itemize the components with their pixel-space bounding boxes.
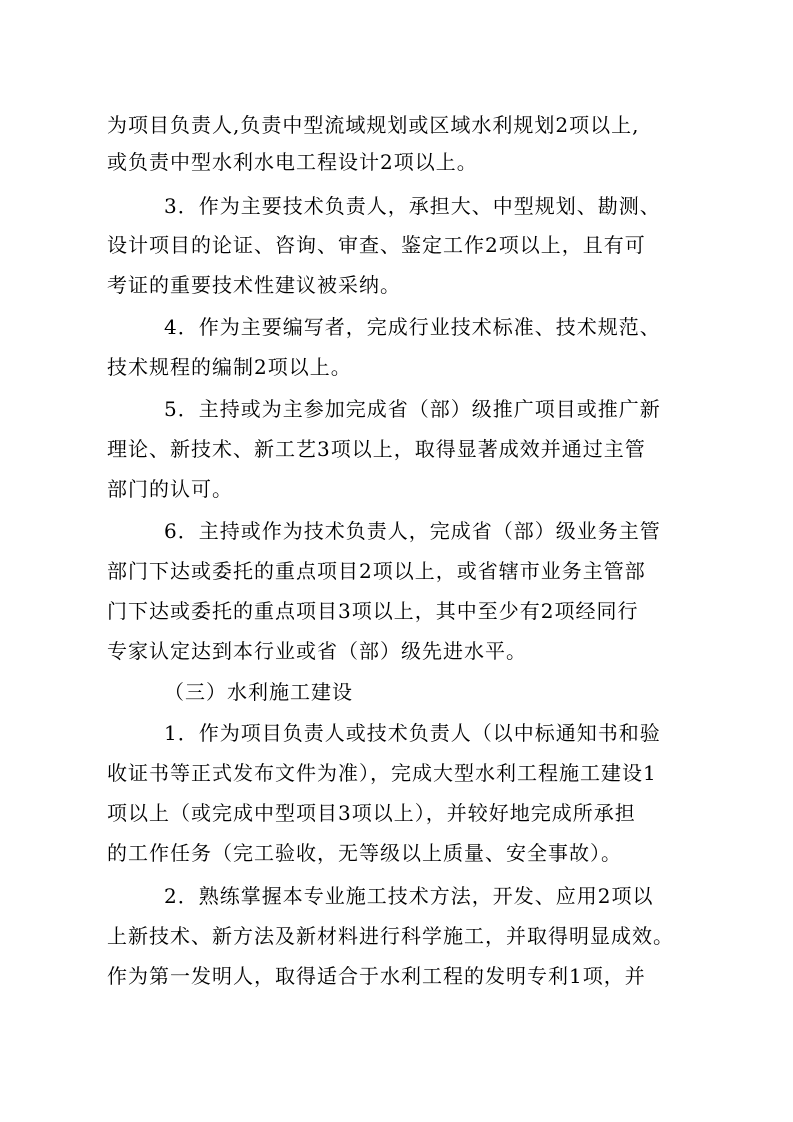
text-line: 考证的重要技术性建议被采纳。 [107,273,401,297]
text-line: 或负责中型水利水电工程设计2项以上。 [107,150,478,174]
text-line: 2．熟练掌握本专业施工技术方法，开发、应用2项以 [164,884,654,908]
text-line: 设计项目的论证、咨询、审查、鉴定工作2项以上，且有可 [107,233,646,257]
text-line: 4．作为主要编写者，完成行业技术标准、技术规范、 [164,315,661,339]
text-line: 部门的认可。 [107,477,233,501]
text-line: 部门下达或委托的重点项目2项以上，或省辖市业务主管部 [107,559,646,583]
text-line: 门下达或委托的重点项目3项以上，其中至少有2项经同行 [107,599,639,623]
section-heading: （三）水利施工建设 [164,680,353,704]
text-line: 为项目负责人,负责中型流域规划或区域水利规划2项以上, [107,113,640,137]
text-line: 1．作为项目负责人或技术负责人（以中标通知书和验 [164,721,661,745]
text-line: 理论、新技术、新工艺3项以上，取得显著成效并通过主管 [107,437,646,461]
text-line: 的工作任务（完工验收，无等级以上质量、安全事故）。 [107,841,622,865]
text-line: 6．主持或作为技术负责人，完成省（部）级业务主管 [164,519,661,543]
text-line: 5．主持或为主参加完成省（部）级推广项目或推广新 [164,397,661,421]
text-line: 收证书等正式发布文件为准），完成大型水利工程施工建设1 [107,761,657,785]
text-line: 作为第一发明人，取得适合于水利工程的发明专利1项，并 [107,964,646,988]
text-line: 3．作为主要技术负责人，承担大、中型规划、勘测、 [164,194,661,218]
text-line: 上新技术、新方法及新材料进行科学施工，并取得明显成效。 [107,924,674,948]
text-line: 技术规程的编制2项以上。 [107,355,352,379]
text-line: 项以上（或完成中型项目3项以上），并较好地完成所承担 [107,801,636,825]
text-line: 专家认定达到本行业或省（部）级先进水平。 [107,639,527,663]
